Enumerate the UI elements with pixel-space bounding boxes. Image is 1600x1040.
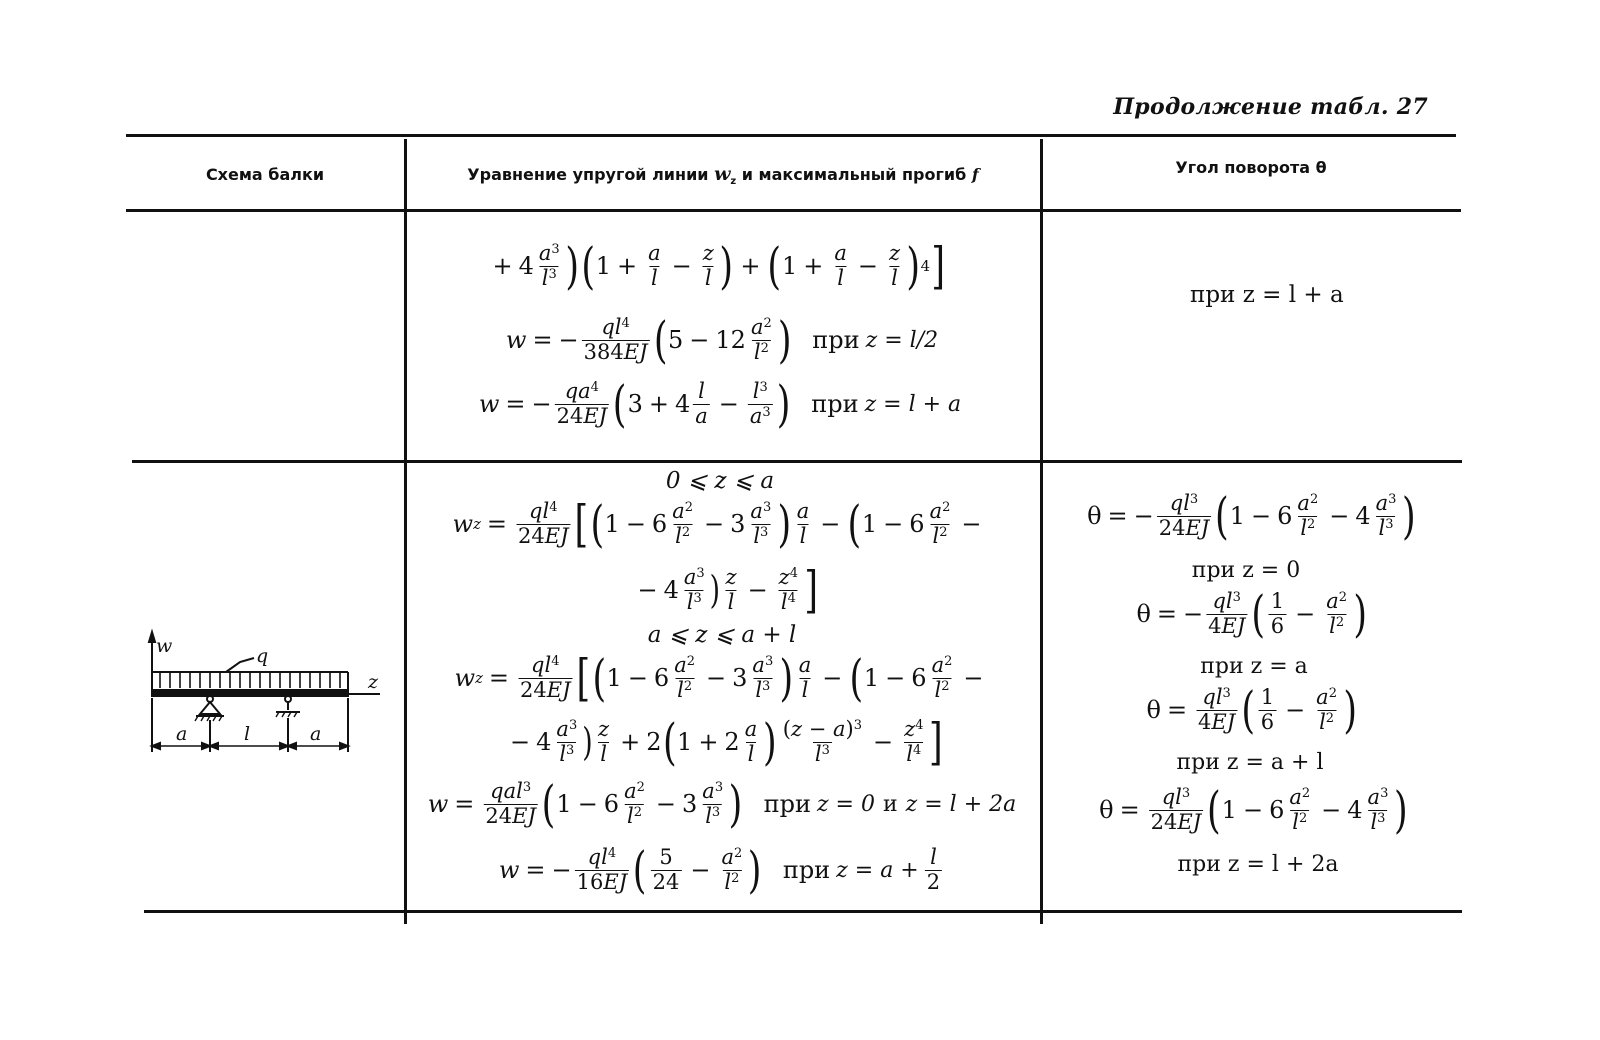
row1-word-pri-2: при <box>811 390 859 419</box>
row2-cond-w1: z = 0 <box>816 791 875 817</box>
row2-w-mid: w = − $\frac{ql^4}{16EJ}$ ( $\frac{5}{24}$ − $\frac{a^2}{l^2}$ ) при z = a + $\frac{l}{2}$ <box>498 841 941 900</box>
column-divider-2 <box>1040 139 1043 924</box>
row2-range-2: a ⩽ z ⩽ a + l <box>647 622 797 648</box>
row2-wz-2-line1: w z = $\frac{ql^4}{24EJ}$ [ ( 1 − 6 $\frac{a^2}{l^2}$ − 3 $\frac{a^3}{l^3}$ ) $\frac{a}{l}$ − ( 1 − 6 $\frac{a^2}{l^2}$ − <box>454 649 984 708</box>
header-angle: Угол поворота θ <box>1175 158 1327 177</box>
row2-w-ends: w = $\frac{qal^3}{24EJ}$ ( 1 − 6 $\frac{a^2}{l^2}$ − 3 $\frac{a^3}{l^3}$ ) при z = 0 и z = l + 2a <box>427 775 1017 834</box>
row1-cond-w1: z = l/2 <box>865 327 939 353</box>
row1-equation-continuation: + 4 $\frac{a^3}{l^3}$ ) ( 1 + $\frac{a}{l}$ − $\frac{z}{l}$ ) + ( 1 + $\frac{a}{l}$ − $\frac{z}{l}$ ) 4 ] <box>492 237 945 296</box>
row2-wz-2-line2: − 4 $\frac{a^3}{l^3}$ ) $\frac{z}{l}$ + 2 ( 1 + 2 $\frac{a}{l}$ ) $\frac{(z - a)^3}{l^3}$ − $\frac{z^4}{l^4}$ ] <box>510 713 944 772</box>
row1-angle-condition: при z = l + a <box>1190 282 1344 308</box>
row2-word-pri-2: при <box>782 856 831 885</box>
diagram-label-z: z <box>368 671 379 693</box>
row1-cond-w2: z = l + a <box>864 391 962 417</box>
theta-4: θ = $\frac{ql^3}{24EJ}$ ( 1 − 6 $\frac{a^2}{l^2}$ − 4 $\frac{a^3}{l^3}$ ) <box>1099 781 1408 840</box>
row1-word-pri-1: при <box>812 326 860 355</box>
diagram-label-w: w <box>156 635 173 657</box>
theta-2-condition: при z = a <box>1200 654 1308 679</box>
header-equation <box>410 163 1036 188</box>
table-top-rule <box>126 134 1456 137</box>
diagram-label-a-right: a <box>310 723 322 745</box>
theta-3-condition: при z = a + l <box>1176 750 1324 775</box>
header-equation-f: f <box>971 165 979 184</box>
row2-cond-w1b: z = l + 2a <box>905 791 1017 817</box>
table-caption: Продолжение табл. 27 <box>1113 94 1428 120</box>
diagram-label-l: l <box>244 723 251 745</box>
diagram-label-q: q <box>256 645 269 667</box>
row2-word-and: и <box>882 791 898 817</box>
row2-cond-w2: z = a + <box>836 857 919 883</box>
row-divider <box>132 460 1462 463</box>
row1-equation-w-end: w = − $\frac{qa^4}{24EJ}$ ( 3 + 4 $\frac{l}{a}$ − $\frac{l^3}{a^3}$ ) при z = l + a <box>478 375 962 434</box>
column-divider-1 <box>404 139 407 924</box>
theta-4-condition: при z = l + 2a <box>1177 852 1339 877</box>
theta-2: θ = − $\frac{ql^3}{4EJ}$ ( $\frac{1}{6}$ − $\frac{a^2}{l^2}$ ) <box>1136 585 1367 644</box>
header-equation-prefix: Уравнение упругой линии <box>467 165 715 184</box>
header-scheme: Схема балки <box>205 165 325 184</box>
row2-wz-1-line1: w z = $\frac{ql^4}{24EJ}$ [ ( 1 − 6 $\frac{a^2}{l^2}$ − 3 $\frac{a^3}{l^3}$ ) $\frac{a}{l}$ − ( 1 − 6 $\frac{a^2}{l^2}$ − <box>452 495 982 554</box>
row2-wz-1-line2: − 4 $\frac{a^3}{l^3}$ ) $\frac{z}{l}$ − $\frac{z^4}{l^4}$ ] <box>637 561 818 620</box>
row2-word-pri-1: при <box>763 790 811 819</box>
theta-1: θ = − $\frac{ql^3}{24EJ}$ ( 1 − 6 $\frac{a^2}{l^2}$ − 4 $\frac{a^3}{l^3}$ ) <box>1087 487 1417 546</box>
header-equation-sub: z <box>730 176 737 188</box>
row1-equation-w-half: w = − $\frac{ql^4}{384EJ}$ ( 5 − 12 $\frac{a^2}{l^2}$ ) при z = l/2 <box>505 311 939 370</box>
header-equation-suffix: и максимальный прогиб <box>736 165 972 184</box>
theta-3: θ = $\frac{ql^3}{4EJ}$ ( $\frac{1}{6}$ − $\frac{a^2}{l^2}$ ) <box>1146 681 1357 740</box>
diagram-label-a-left: a <box>176 723 188 745</box>
row2-range-1: 0 ⩽ z ⩽ a <box>665 468 775 494</box>
beam-diagram <box>140 628 390 758</box>
theta-1-condition: при z = 0 <box>1191 558 1301 583</box>
header-equation-var: w <box>714 163 731 185</box>
header-bottom-rule <box>126 209 1461 212</box>
table-bottom-rule <box>144 910 1462 913</box>
